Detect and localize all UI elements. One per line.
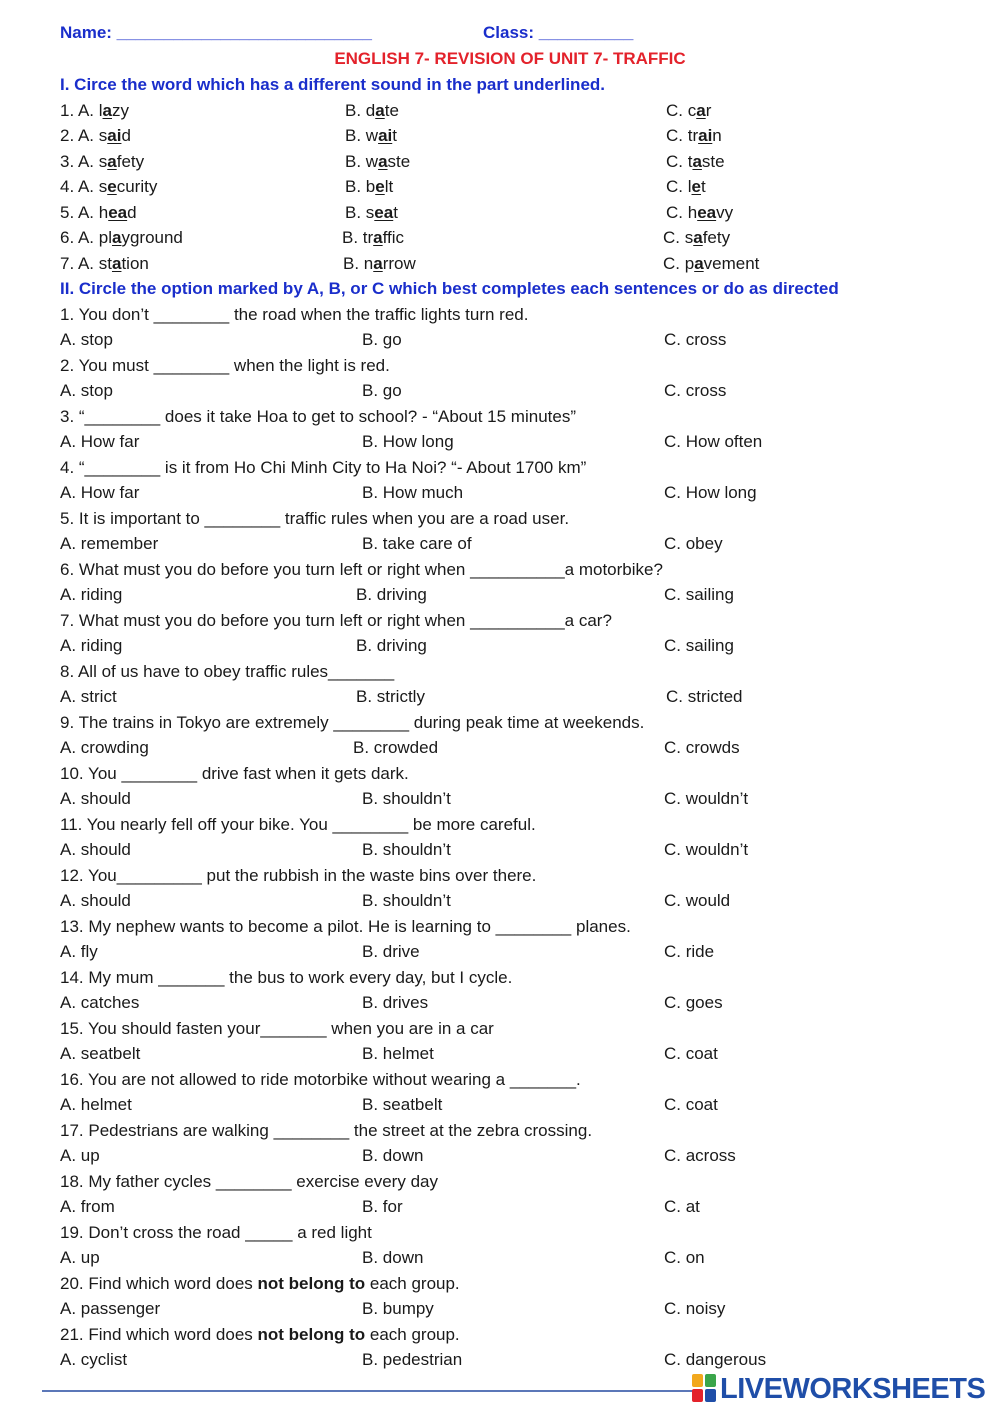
page-title: ENGLISH 7- REVISION OF UNIT 7- TRAFFIC [334, 49, 686, 68]
question-text: 18. My father cycles ________ exercise every day [60, 1171, 438, 1191]
option-a[interactable]: A. helmet [60, 1095, 132, 1114]
option-b[interactable]: B. driving [356, 585, 427, 604]
option-b[interactable]: B. strictly [356, 687, 425, 706]
option-b[interactable]: B. wait [345, 126, 397, 145]
question-text: 5. It is important to ________ traffic rules when you are a road user. [60, 508, 570, 528]
question-text: 10. You ________ drive fast when it gets dark. [60, 763, 409, 783]
option-c[interactable]: C. wouldn’t [664, 789, 749, 808]
option-b[interactable]: B. shouldn’t [362, 840, 451, 859]
option-b[interactable]: B. seat [345, 202, 398, 222]
answer-options-row [60, 429, 960, 455]
option-a[interactable]: A. fly [60, 942, 98, 961]
liveworksheets-logo [692, 1372, 985, 1406]
option-a[interactable]: A. riding [60, 636, 123, 655]
option-a[interactable]: A. should [60, 840, 131, 859]
section1-heading: I. Circe the word which has a different sound in the part underlined. [60, 75, 606, 94]
option-b[interactable]: B. crowded [353, 738, 439, 757]
question-text: 14. My mum _______ the bus to work every day, but I cycle. [60, 967, 513, 987]
option-c[interactable]: C. cross [664, 330, 727, 349]
liveworksheets-logo-icon [692, 1374, 718, 1404]
answer-options-row [60, 582, 960, 608]
question-text: 15. You should fasten your_______ when you are in a car [60, 1018, 494, 1038]
answer-options-row [60, 939, 960, 965]
option-c[interactable]: C. heavy [666, 202, 734, 222]
option-c[interactable]: C. safety [663, 228, 731, 247]
question-text: 6. What must you do before you turn left or right when __________a motorbike? [60, 559, 663, 579]
option-a[interactable]: A. How far [60, 432, 140, 451]
footer-divider [42, 1390, 700, 1392]
option-a[interactable]: 5. A. head [60, 202, 137, 222]
option-a[interactable]: 2. A. said [60, 126, 131, 145]
option-c[interactable]: C. wouldn’t [664, 840, 749, 859]
option-a[interactable]: A. remember [60, 534, 159, 553]
question-text: 9. The trains in Tokyo are extremely ________ during peak time at weekends. [60, 712, 645, 732]
option-b[interactable]: B. waste [345, 151, 411, 171]
question-text: 4. “________ is it from Ho Chi Minh City to Ha Noi? “- About 1700 km” [60, 457, 587, 477]
option-b[interactable]: B. down [362, 1248, 424, 1267]
option-b[interactable]: B. seatbelt [362, 1095, 443, 1114]
option-a[interactable]: 1. A. lazy [60, 100, 129, 120]
option-a[interactable]: A. cyclist [60, 1350, 128, 1369]
option-c[interactable]: C. at [664, 1197, 700, 1216]
name-field-label: Name: ___________________________ [60, 23, 372, 42]
option-c[interactable]: C. goes [664, 993, 723, 1012]
question-text: 2. You must ________ when the light is red. [60, 355, 390, 375]
answer-options-row [60, 480, 960, 506]
answer-options-row [60, 1245, 960, 1271]
option-a[interactable]: A. seatbelt [60, 1044, 141, 1063]
option-c[interactable]: C. cross [664, 381, 727, 400]
option-c[interactable]: C. pavement [663, 253, 760, 273]
option-a[interactable]: A. catches [60, 993, 140, 1012]
section2-list [60, 302, 960, 1373]
option-b[interactable]: B. traffic [342, 228, 405, 247]
worksheet [60, 20, 960, 1373]
option-c[interactable]: C. car [666, 100, 712, 120]
option-b[interactable]: B. How long [362, 432, 454, 451]
option-a[interactable]: A. from [60, 1197, 115, 1216]
question-text: 3. “________ does it take Hoa to get to school? - “About 15 minutes” [60, 406, 576, 426]
option-b[interactable]: B. take care of [362, 534, 472, 553]
liveworksheets-logo-text: LIVEWORKSHEETS [720, 1373, 986, 1405]
option-c[interactable]: C. across [664, 1146, 736, 1165]
answer-options-row [60, 1194, 960, 1220]
option-b[interactable]: B. shouldn’t [362, 891, 451, 910]
option-b[interactable]: B. narrow [343, 253, 416, 273]
option-b[interactable]: B. shouldn’t [362, 789, 451, 808]
answer-options-row [60, 990, 960, 1016]
option-a[interactable]: A. passenger [60, 1299, 161, 1318]
option-a[interactable]: A. should [60, 891, 131, 910]
option-a[interactable]: 6. A. playground [60, 228, 183, 247]
answer-options-row [60, 1041, 960, 1067]
option-b[interactable]: B. down [362, 1146, 424, 1165]
sound-question-row [60, 174, 960, 200]
option-c[interactable]: C. noisy [664, 1299, 726, 1318]
sound-question-row [60, 98, 960, 124]
answer-options-row [60, 888, 960, 914]
question-text: 7. What must you do before you turn left or right when __________a car? [60, 610, 612, 630]
answer-options-row [60, 633, 960, 659]
option-c[interactable]: C. train [666, 126, 722, 145]
option-c[interactable]: C. coat [664, 1095, 718, 1114]
option-c[interactable]: C. crowds [664, 738, 740, 757]
answer-options-row [60, 1347, 960, 1373]
sound-question-row [60, 123, 960, 149]
option-b[interactable]: B. bumpy [362, 1299, 434, 1318]
question-text: 21. Find which word does not belong to each group. [60, 1324, 460, 1344]
answer-options-row [60, 378, 960, 404]
option-a[interactable]: 4. A. security [60, 177, 158, 196]
option-a[interactable]: A. up [60, 1146, 100, 1165]
option-b[interactable]: B. pedestrian [362, 1350, 463, 1369]
answer-options-row [60, 786, 960, 812]
option-a[interactable]: 3. A. safety [60, 151, 145, 171]
sound-question-row [60, 149, 960, 175]
answer-options-row [60, 1143, 960, 1169]
option-a[interactable]: A. stop [60, 381, 113, 400]
option-b[interactable]: B. go [362, 330, 402, 349]
answer-options-row [60, 1296, 960, 1322]
option-a[interactable]: 7. A. station [60, 253, 149, 273]
option-c[interactable]: C. sailing [664, 636, 734, 655]
sound-question-row [60, 225, 960, 251]
section2-heading: II. Circle the option marked by A, B, or C which best completes each sentences or do as directed [60, 279, 839, 298]
answer-options-row [60, 735, 960, 761]
question-text: 12. You_________ put the rubbish in the waste bins over there. [60, 865, 537, 885]
option-c[interactable]: C. on [664, 1248, 705, 1267]
option-a[interactable]: A. crowding [60, 738, 149, 757]
option-b[interactable]: B. helmet [362, 1044, 434, 1063]
answer-options-row [60, 531, 960, 557]
answer-options-row [60, 837, 960, 863]
option-b[interactable]: B. belt [345, 177, 394, 196]
option-a[interactable]: A. up [60, 1248, 100, 1267]
question-text: 1. You don’t ________ the road when the traffic lights turn red. [60, 304, 529, 324]
option-b[interactable]: B. drive [362, 942, 420, 961]
option-b[interactable]: B. date [345, 100, 399, 120]
option-a[interactable]: A. should [60, 789, 131, 808]
option-c[interactable]: C. coat [664, 1044, 718, 1063]
sound-question-row [60, 251, 960, 277]
answer-options-row [60, 1092, 960, 1118]
option-c[interactable]: C. stricted [666, 687, 743, 706]
question-text: 16. You are not allowed to ride motorbike without wearing a _______. [60, 1069, 581, 1089]
option-c[interactable]: C. How long [664, 483, 757, 502]
option-c[interactable]: C. How often [664, 432, 763, 451]
question-text: 13. My nephew wants to become a pilot. He is learning to ________ planes. [60, 916, 631, 936]
question-text: 8. All of us have to obey traffic rules_______ [60, 661, 395, 681]
section1-list [60, 98, 960, 277]
option-a[interactable]: A. riding [60, 585, 123, 604]
answer-options-row [60, 327, 960, 353]
question-text: 20. Find which word does not belong to each group. [60, 1273, 460, 1293]
option-c[interactable]: C. would [664, 891, 731, 910]
option-c[interactable]: C. obey [664, 534, 723, 553]
option-b[interactable]: B. go [362, 381, 402, 400]
option-c[interactable]: C. sailing [664, 585, 734, 604]
sound-question-row [60, 200, 960, 226]
option-c[interactable]: C. taste [666, 151, 725, 171]
class-field-label: Class: __________ [483, 23, 634, 42]
question-text: 17. Pedestrians are walking ________ the street at the zebra crossing. [60, 1120, 593, 1140]
option-b[interactable]: B. for [362, 1197, 403, 1216]
option-c[interactable]: C. dangerous [664, 1350, 767, 1369]
option-a[interactable]: A. stop [60, 330, 113, 349]
option-b[interactable]: B. driving [356, 636, 427, 655]
question-text: 11. You nearly fell off your bike. You ________ be more careful. [60, 814, 536, 834]
option-c[interactable]: C. let [666, 177, 706, 196]
option-a[interactable]: A. How far [60, 483, 140, 502]
question-text: 19. Don’t cross the road _____ a red light [60, 1222, 372, 1242]
answer-options-row [60, 684, 960, 710]
option-b[interactable]: B. drives [362, 993, 429, 1012]
option-b[interactable]: B. How much [362, 483, 464, 502]
header-row [60, 20, 960, 46]
option-c[interactable]: C. ride [664, 942, 715, 961]
option-a[interactable]: A. strict [60, 687, 117, 706]
